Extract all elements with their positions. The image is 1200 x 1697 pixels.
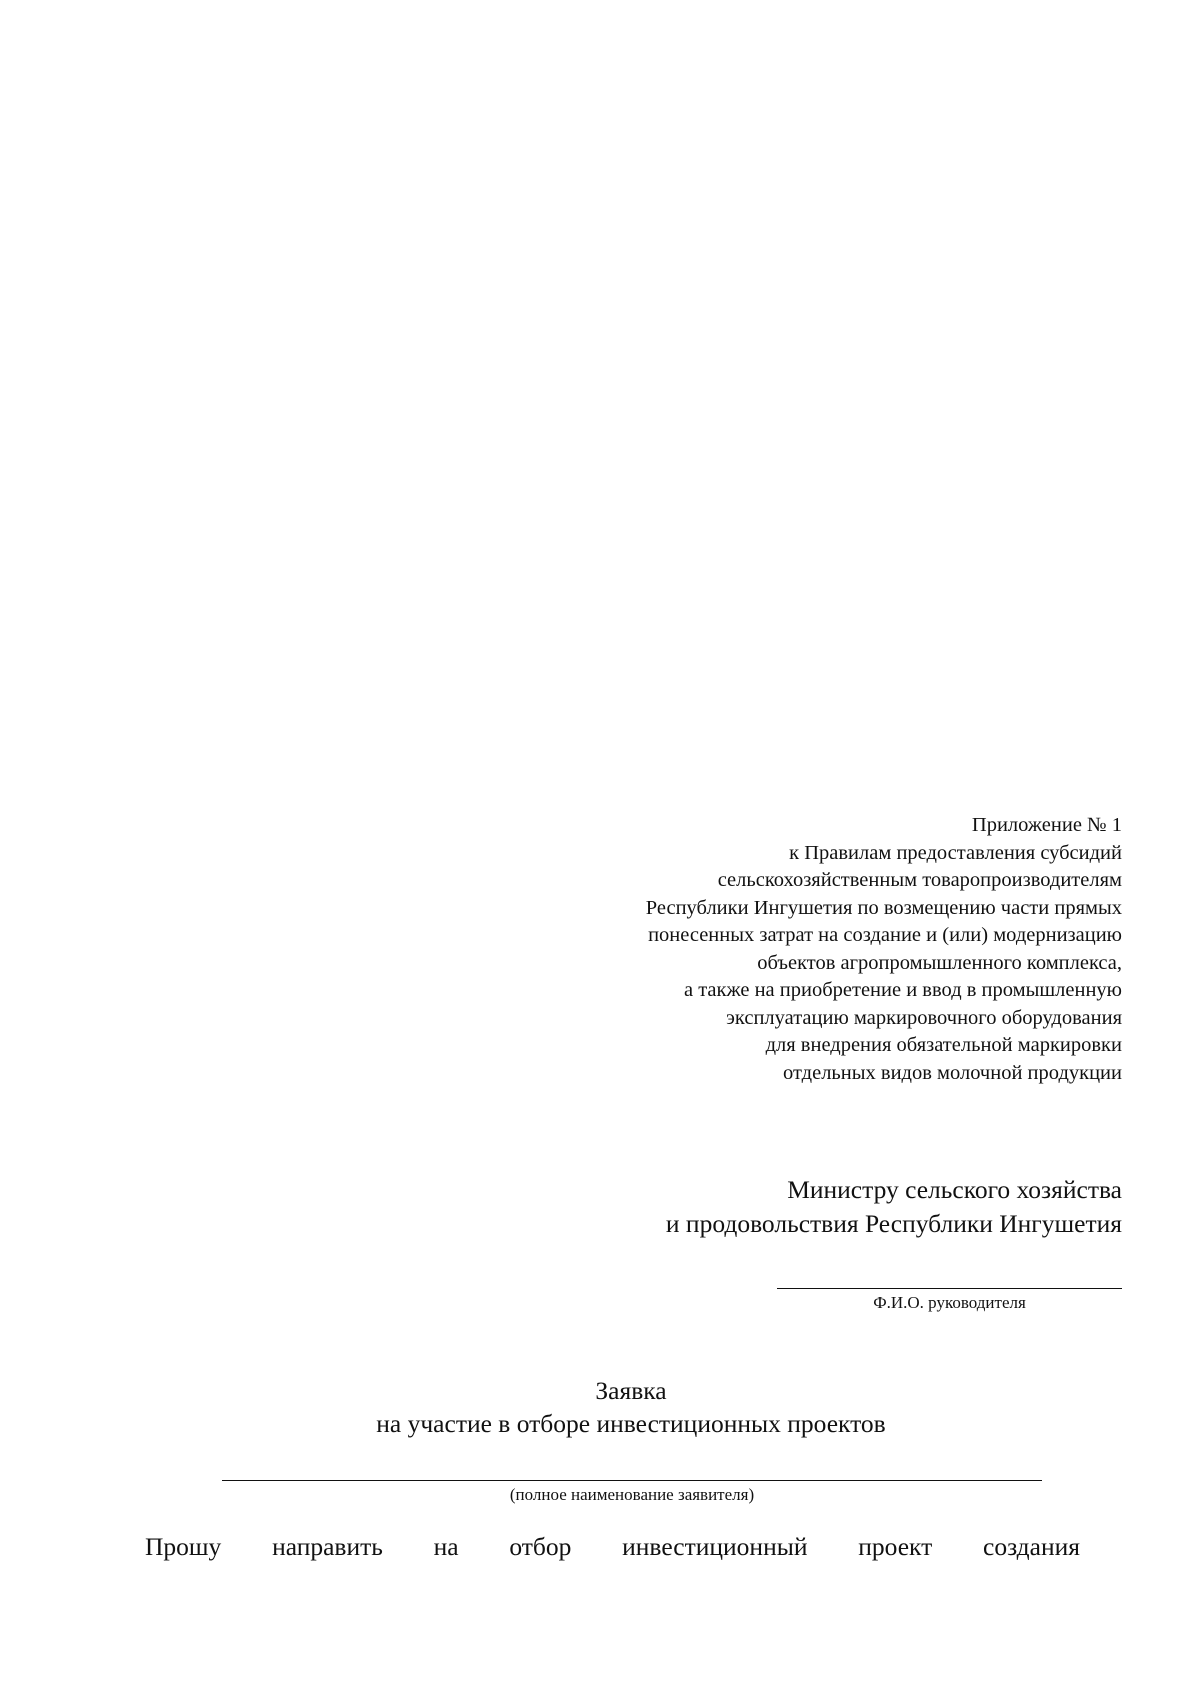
document-subtitle: на участие в отборе инвестиционных проектов xyxy=(376,1409,886,1438)
appendix-line: понесенных затрат на создание и (или) модернизацию xyxy=(648,924,1122,946)
addressee-line-2: и продовольствия Республики Ингушетия xyxy=(665,1209,1122,1238)
body-word: проект xyxy=(858,1532,933,1561)
body-word: Прошу xyxy=(145,1532,222,1561)
appendix-line: объектов агропромышленного комплекса, xyxy=(757,951,1122,974)
body-word: создания xyxy=(983,1532,1080,1561)
signature-caption: Ф.И.О. руководителя xyxy=(873,1293,1026,1312)
body-word: на xyxy=(433,1532,459,1561)
appendix-line: сельскохозяйственным товаропроизводителям xyxy=(717,869,1122,891)
addressee-line-1: Министру сельского хозяйства xyxy=(787,1175,1122,1204)
addressee-block xyxy=(482,1173,1122,1241)
signature-fill-line xyxy=(777,1288,1122,1289)
appendix-header xyxy=(482,812,1122,1087)
appendix-line: отдельных видов молочной продукции xyxy=(783,1061,1122,1084)
appendix-line: Республики Ингушетия по возмещению части прямых xyxy=(645,896,1122,919)
body-word: инвестиционный xyxy=(622,1532,808,1561)
appendix-line: эксплуатацию маркировочного оборудования xyxy=(726,1006,1122,1029)
document-title: Заявка xyxy=(595,1376,667,1405)
appendix-line: к Правилам предоставления субсидий xyxy=(789,841,1122,864)
applicant-fill-line xyxy=(222,1480,1042,1481)
applicant-caption: (полное наименование заявителя) xyxy=(509,1485,755,1504)
body-paragraph-first-line xyxy=(145,1530,1080,1564)
appendix-line: для внедрения обязательной маркировки xyxy=(765,1034,1122,1056)
appendix-line: а также на приобретение и ввод в промышленную xyxy=(683,979,1122,1001)
appendix-number: Приложение № 1 xyxy=(971,814,1122,836)
body-word: направить xyxy=(272,1532,383,1561)
body-word: отбор xyxy=(509,1532,572,1561)
